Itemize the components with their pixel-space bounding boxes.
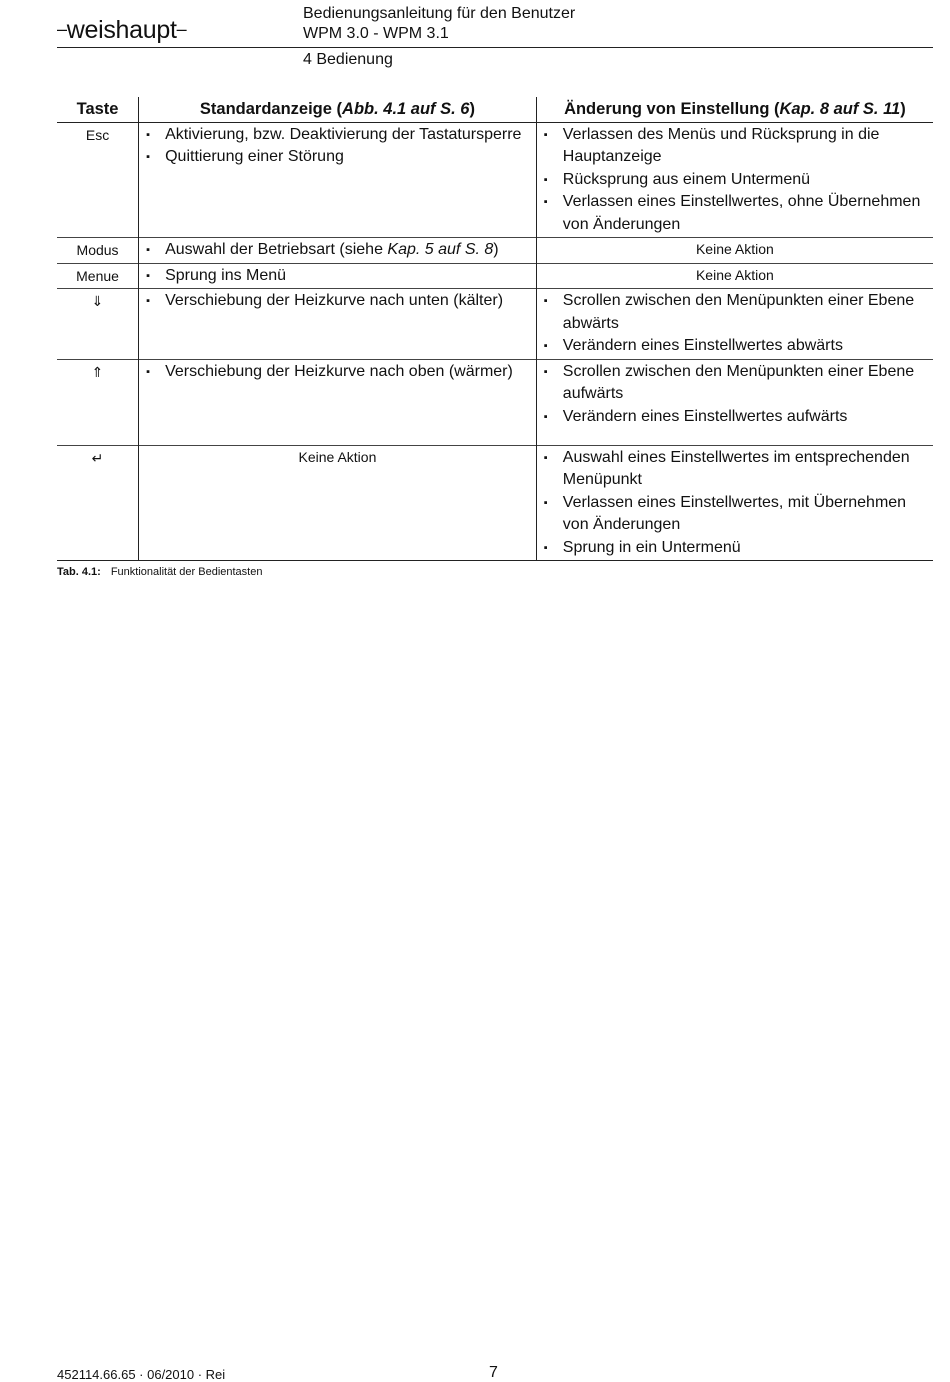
page-number: 7 — [489, 1364, 498, 1381]
key-arrow-up-icon: ⇑ — [57, 359, 139, 445]
brand-logo: –weishaupt– — [57, 16, 187, 44]
list-item: ▪ Verlassen eines Einstellwertes, mit Übernehmen von Änderungen — [541, 492, 929, 537]
list-item: ▪ Sprung in ein Untermenü — [541, 537, 929, 560]
list-item: ▪ Verlassen des Menüs und Rücksprung in die Hauptanzeige — [541, 124, 929, 169]
table-row — [57, 359, 933, 445]
document-title — [303, 4, 575, 44]
key-menue: Menue — [57, 263, 139, 289]
chapter-heading: 4 Bedienung — [303, 51, 393, 68]
document-title-line1: Bedienungsanleitung für den Benutzer — [303, 5, 576, 22]
standard-cell — [139, 122, 537, 238]
list-item: ▪ Auswahl eines Einstellwertes im entsprechenden Menüpunkt — [541, 447, 929, 492]
table-caption — [57, 566, 262, 578]
key-enter-icon: ↵ — [57, 445, 139, 561]
key-arrow-down-icon: ⇓ — [57, 289, 139, 360]
list-item: ▪ Auswahl der Betriebsart (siehe Kap. 5 auf S. 8) — [143, 239, 532, 262]
crossref[interactable]: Kap. 5 auf S. 8 — [387, 241, 494, 258]
change-cell — [536, 289, 933, 360]
standard-cell — [139, 263, 537, 289]
table-row — [57, 238, 933, 264]
list-item: ▪ Verändern eines Einstellwertes aufwärts — [541, 406, 929, 429]
key-function-table — [57, 97, 933, 561]
change-cell-none: Keine Aktion — [536, 263, 933, 289]
list-item: ▪ Quittierung einer Störung — [143, 146, 532, 169]
change-cell — [536, 359, 933, 445]
caption-text: Funktionalität der Bedientasten — [110, 566, 263, 578]
header-change: Änderung von Einstellung (Kap. 8 auf S. 11) — [536, 97, 933, 122]
standard-cell — [139, 289, 537, 360]
list-item: ▪ Verändern eines Einstellwertes abwärts — [541, 335, 929, 358]
change-cell — [536, 445, 933, 561]
table-row — [57, 122, 933, 238]
standard-cell-none: Keine Aktion — [139, 445, 537, 561]
list-item: ▪ Aktivierung, bzw. Deaktivierung der Tastatursperre — [143, 124, 532, 147]
document-title-line2: WPM 3.0 - WPM 3.1 — [303, 25, 449, 42]
table-header-row — [57, 97, 933, 122]
standard-cell — [139, 359, 537, 445]
list-item: ▪ Scrollen zwischen den Menüpunkten einer Ebene abwärts — [541, 290, 929, 335]
change-cell-none: Keine Aktion — [536, 238, 933, 264]
table-row — [57, 289, 933, 360]
header-key: Taste — [57, 97, 139, 122]
list-item: ▪ Verschiebung der Heizkurve nach unten (kälter) — [143, 290, 532, 313]
list-item: ▪ Scrollen zwischen den Menüpunkten einer Ebene aufwärts — [541, 361, 929, 406]
list-item: ▪ Verschiebung der Heizkurve nach oben (wärmer) — [143, 361, 532, 384]
key-esc: Esc — [57, 122, 139, 238]
standard-cell — [139, 238, 537, 264]
footer-doc-number: 452114.66.65 · 06/2010 · Rei — [57, 1367, 226, 1382]
list-item: ▪ Rücksprung aus einem Untermenü — [541, 169, 929, 192]
table-row — [57, 263, 933, 289]
header-rule — [57, 47, 933, 48]
header-standard: Standardanzeige (Abb. 4.1 auf S. 6) — [139, 97, 537, 122]
table-row — [57, 445, 933, 561]
key-modus: Modus — [57, 238, 139, 264]
change-cell — [536, 122, 933, 238]
caption-label: Tab. 4.1: — [57, 566, 101, 578]
list-item: ▪ Sprung ins Menü — [143, 265, 532, 288]
list-item: ▪ Verlassen eines Einstellwertes, ohne Übernehmen von Änderungen — [541, 191, 929, 236]
